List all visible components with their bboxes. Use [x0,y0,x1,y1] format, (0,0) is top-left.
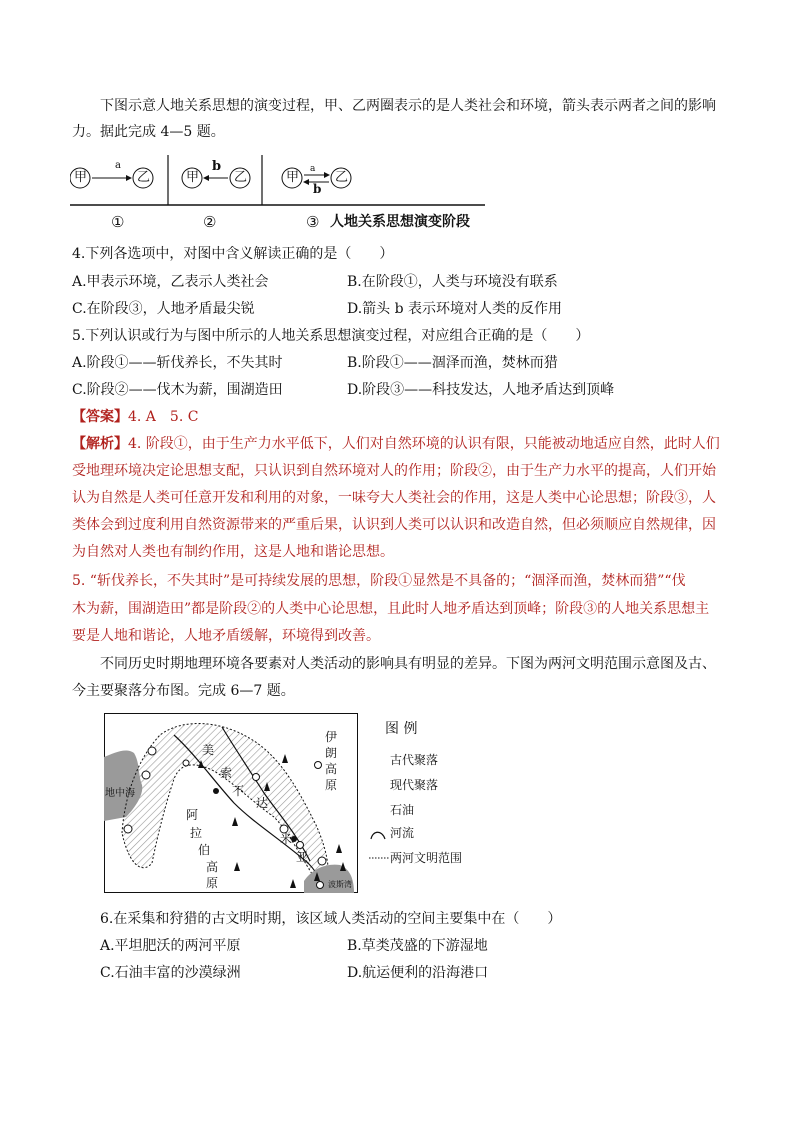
yi-label: 乙 [137,170,151,185]
q4-option-c: C.在阶段③，人地矛盾最尖锐 [72,301,255,317]
q6-option-c: C.石油丰富的沙漠绿洲 [100,965,241,981]
map-label-mediterranean: 地中海 [105,788,135,799]
map-label-mi: 米 [280,832,293,846]
answer-line [72,407,198,427]
intro-paragraph-line2: 力。据此完成 4—5 题。 [72,124,225,140]
map-label-gao1: 高 [325,762,338,776]
intro-paragraph-line1: 下图示意人地关系思想的演变过程，甲、乙两圈表示的是人类社会和环境，箭头表示两者之间的影响 [100,98,716,114]
legend-modern: 现代聚落 [390,778,439,792]
q4-stem: 4.下列各选项中，对图中含义解读正确的是（ ） [72,246,394,262]
map-label-a: 阿 [186,808,199,822]
arrow-a-label: a [310,164,316,174]
q6-stem: 6.在采集和狩猎的古文明时期，该区域人类活动的空间主要集中在（ ） [100,911,562,927]
ancient-settlement [148,747,156,755]
map-label-yuan1: 原 [325,778,338,792]
q5-option-b: B.阶段①——涸泽而渔，焚林而猎 [347,355,558,371]
ancient-settlement [297,842,304,849]
ancient-settlement [183,760,189,766]
river-symbol-icon [370,828,386,840]
analysis-line7: 木为薪，围湖造田”都是阶段②的人类中心论思想，且此时人地矛盾达到顶峰；阶段③的人地关系思想主 [72,601,710,617]
analysis-line4: 类体会到过度利用自然资源带来的严重后果，认识到人类可以认识和改造自然，但必须顺应自然规律，因 [72,517,716,533]
analysis-line3: 认为自然是人类可任意开发和利用的对象，一味夸大人类社会的作用，这是人类中心论思想；阶段③，人 [72,490,716,506]
q5-option-a: A.阶段①——斩伐养长，不失其时 [72,355,283,371]
map-label-bu: 不 [232,784,245,798]
legend-range: 两河文明范围 [390,851,463,865]
ancient-settlement [124,825,132,833]
analysis-tag: 【解析】 [72,436,128,452]
analysis-line6: 5. “斩伐养长，不失其时”是可持续发展的思想，阶段①显然是不具备的；“涸泽而渔，焚林而猎”“伐 [72,573,686,589]
q5-option-d: D.阶段③——科技发达，人地矛盾达到顶峰 [347,382,615,398]
analysis-line5: 为自然对人类也有制约作用，这是人地和谐论思想。 [72,544,394,560]
mesopotamia-map [104,713,358,893]
ancient-settlement [142,771,150,779]
intro2-line2: 今主要聚落分布图。完成 6—7 题。 [72,683,295,699]
intro2-line1: 不同历史时期地理环境各要素对人类活动的影响具有明显的差异。下图为两河文明范围示意图及古、 [100,656,716,672]
ancient-settlement [315,762,322,769]
map-label-yi: 伊 [325,730,338,744]
q4-option-b: B.在阶段①，人类与环境没有联系 [347,274,558,290]
axis-label: 人地关系思想演变阶段 [330,214,470,230]
legend-ancient: 古代聚落 [390,753,439,767]
jia-label: 甲 [186,170,200,185]
yi-label: 乙 [234,170,248,185]
q6-option-b: B.草类茂盛的下游湿地 [347,938,488,954]
answer-tag: 【答案】 [72,409,128,425]
q4-option-a: A.甲表示环境，乙表示人类社会 [72,274,269,290]
arrow-a-label: a [115,160,121,171]
modern-settlement [213,788,219,794]
yi-label: 乙 [335,170,349,185]
ancient-settlement [317,882,324,889]
legend-river: 河流 [390,826,415,840]
range-symbol-icon [369,855,389,861]
analysis-line8: 要是人地和谐论，人地矛盾缓解，环境得到改善。 [72,628,380,644]
stage-2-label: ② [203,213,217,231]
map-label-gulf: 波斯湾 [328,880,352,889]
stage-1-label: ① [111,213,125,231]
jia-label: 甲 [74,170,88,185]
stage-3-label: ③ [306,213,320,231]
arrow-b-label: b [212,159,222,174]
map-label-mei: 美 [202,743,215,757]
analysis-line2: 受地理环境决定论思想支配，只认识到自然环境对人的作用；阶段②，由于生产力水平的提高，人们开始 [72,463,716,479]
map-label-la: 拉 [190,826,203,840]
q5-stem: 5.下列认识或行为与图中所示的人地关系思想演变过程，对应组合正确的是（ ） [72,328,590,344]
answer-text: 4. A 5. C [128,409,199,425]
map-label-yuan2: 原 [206,876,219,890]
map-label-gao2: 高 [206,860,219,874]
map-label-suo: 索 [220,766,233,780]
map-label-bo: 伯 [198,843,211,857]
q5-option-c: C.阶段②——伐木为薪，围湖造田 [72,382,283,398]
legend-title: 图 例 [385,721,418,737]
map-label-da: 达 [256,796,269,810]
q6-option-a: A.平坦肥沃的两河平原 [100,938,241,954]
map-label-ya: 亚 [296,850,309,864]
q6-option-d: D.航运便利的沿海港口 [347,965,489,981]
jia-label: 甲 [286,170,300,185]
legend-oil: 石油 [390,803,415,817]
map-label-lang: 朗 [325,746,338,760]
ancient-settlement [318,857,326,865]
ancient-settlement [253,774,260,781]
q4-option-d: D.箭头 b 表示环境对人类的反作用 [347,301,563,317]
arrow-b-label: b [313,182,322,196]
analysis-line1: 【解析】4. 阶段①，由于生产力水平低下，人们对自然环境的认识有限，只能被动地适应自然，此时人们 [72,436,720,452]
